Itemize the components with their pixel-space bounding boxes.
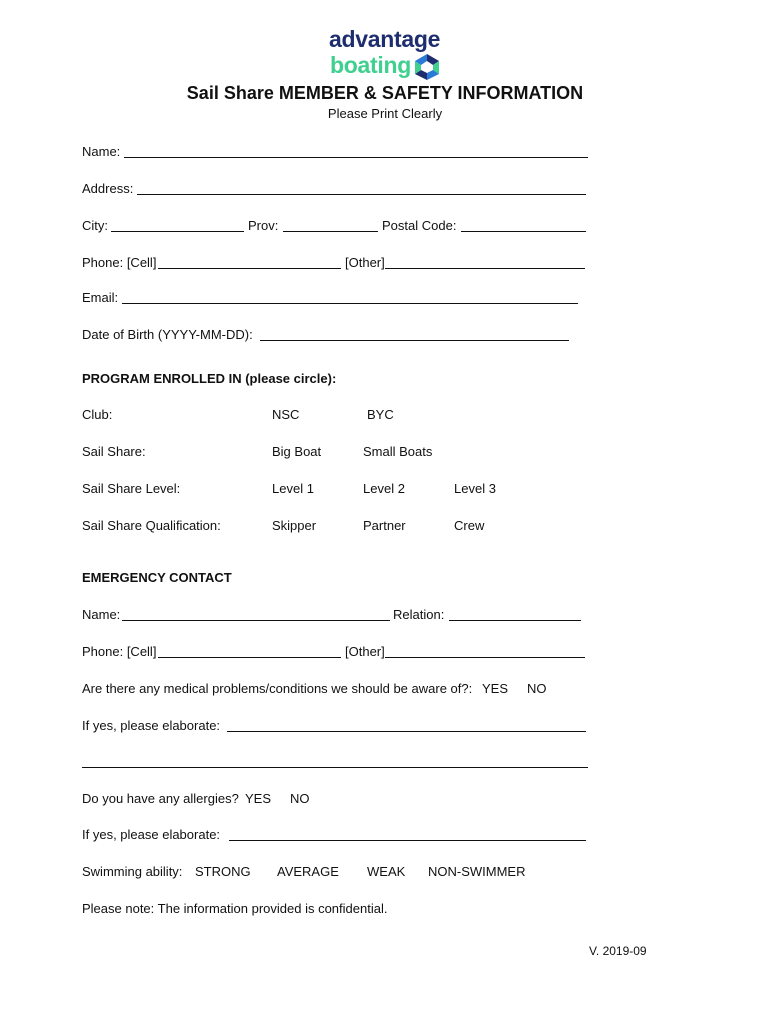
phone-other-label: [Other] <box>345 255 385 270</box>
medical-elaborate-field-line2[interactable] <box>82 767 588 768</box>
swim-option-strong[interactable]: STRONG <box>195 864 251 879</box>
postal-code-label: Postal Code: <box>382 218 457 233</box>
allergy-elaborate-field[interactable] <box>229 840 586 841</box>
name-field[interactable] <box>124 157 588 158</box>
emergency-phone-other-field[interactable] <box>385 657 585 658</box>
city-field[interactable] <box>111 231 244 232</box>
level-option-2[interactable]: Level 2 <box>363 481 405 496</box>
sail-share-level-label: Sail Share Level: <box>82 481 181 496</box>
medical-option-no[interactable]: NO <box>527 681 547 696</box>
medical-elaborate-label: If yes, please elaborate: <box>82 718 221 733</box>
address-label: Address: <box>82 181 134 196</box>
level-option-3[interactable]: Level 3 <box>454 481 496 496</box>
dob-field[interactable] <box>260 340 569 341</box>
confidentiality-note: Please note: The information provided is confidential. <box>82 901 388 916</box>
qualification-option-partner[interactable]: Partner <box>363 518 406 533</box>
sail-share-option-small-boats[interactable]: Small Boats <box>363 444 433 459</box>
allergy-elaborate-label: If yes, please elaborate: <box>82 827 221 842</box>
medical-option-yes[interactable]: YES <box>482 681 509 696</box>
prov-field[interactable] <box>283 231 378 232</box>
form-title: Sail Share MEMBER & SAFETY INFORMATION <box>186 83 584 103</box>
postal-code-field[interactable] <box>461 231 586 232</box>
qualification-option-crew[interactable]: Crew <box>454 518 485 533</box>
emergency-name-field[interactable] <box>122 620 390 621</box>
sail-share-option-big-boat[interactable]: Big Boat <box>272 444 322 459</box>
emergency-phone-cell-label: Phone: [Cell] <box>82 644 157 659</box>
club-option-nsc[interactable]: NSC <box>272 407 300 422</box>
allergy-option-yes[interactable]: YES <box>245 791 272 806</box>
address-field[interactable] <box>137 194 586 195</box>
club-option-byc[interactable]: BYC <box>367 407 394 422</box>
phone-cell-label: Phone: [Cell] <box>82 255 157 270</box>
qualification-option-skipper[interactable]: Skipper <box>272 518 317 533</box>
phone-cell-field[interactable] <box>158 268 341 269</box>
emergency-phone-cell-field[interactable] <box>158 657 341 658</box>
name-label: Name: <box>82 144 121 159</box>
relation-field[interactable] <box>449 620 581 621</box>
club-label: Club: <box>82 407 113 422</box>
emergency-name-label: Name: <box>82 607 121 622</box>
swim-option-average[interactable]: AVERAGE <box>277 864 339 879</box>
form-subtitle: Please Print Clearly <box>327 106 443 121</box>
swimming-ability-label: Swimming ability: <box>82 864 183 879</box>
swim-option-non-swimmer[interactable]: NON-SWIMMER <box>428 864 526 879</box>
email-label: Email: <box>82 290 119 305</box>
dob-label: Date of Birth (YYYY-MM-DD): <box>82 327 253 342</box>
prov-label: Prov: <box>248 218 279 233</box>
relation-label: Relation: <box>393 607 445 622</box>
version-label: V. 2019-09 <box>589 944 647 958</box>
phone-other-field[interactable] <box>385 268 585 269</box>
program-heading: PROGRAM ENROLLED IN (please circle): <box>82 371 337 386</box>
email-field[interactable] <box>122 303 578 304</box>
advantage-boating-logo <box>326 26 444 82</box>
logo-word-advantage: advantage <box>329 26 441 52</box>
level-option-1[interactable]: Level 1 <box>272 481 314 496</box>
medical-elaborate-field[interactable] <box>227 731 586 732</box>
swim-option-weak[interactable]: WEAK <box>367 864 406 879</box>
allergy-option-no[interactable]: NO <box>290 791 310 806</box>
city-label: City: <box>82 218 108 233</box>
sail-share-label: Sail Share: <box>82 444 146 459</box>
aperture-logo-icon <box>413 53 441 81</box>
allergy-question: Do you have any allergies? <box>82 791 239 806</box>
qualification-label: Sail Share Qualification: <box>82 518 221 533</box>
logo-word-boating: boating <box>330 52 411 78</box>
medical-question: Are there any medical problems/conditions we should be aware of?: <box>82 681 473 696</box>
emergency-phone-other-label: [Other] <box>345 644 385 659</box>
emergency-heading: EMERGENCY CONTACT <box>82 570 232 585</box>
